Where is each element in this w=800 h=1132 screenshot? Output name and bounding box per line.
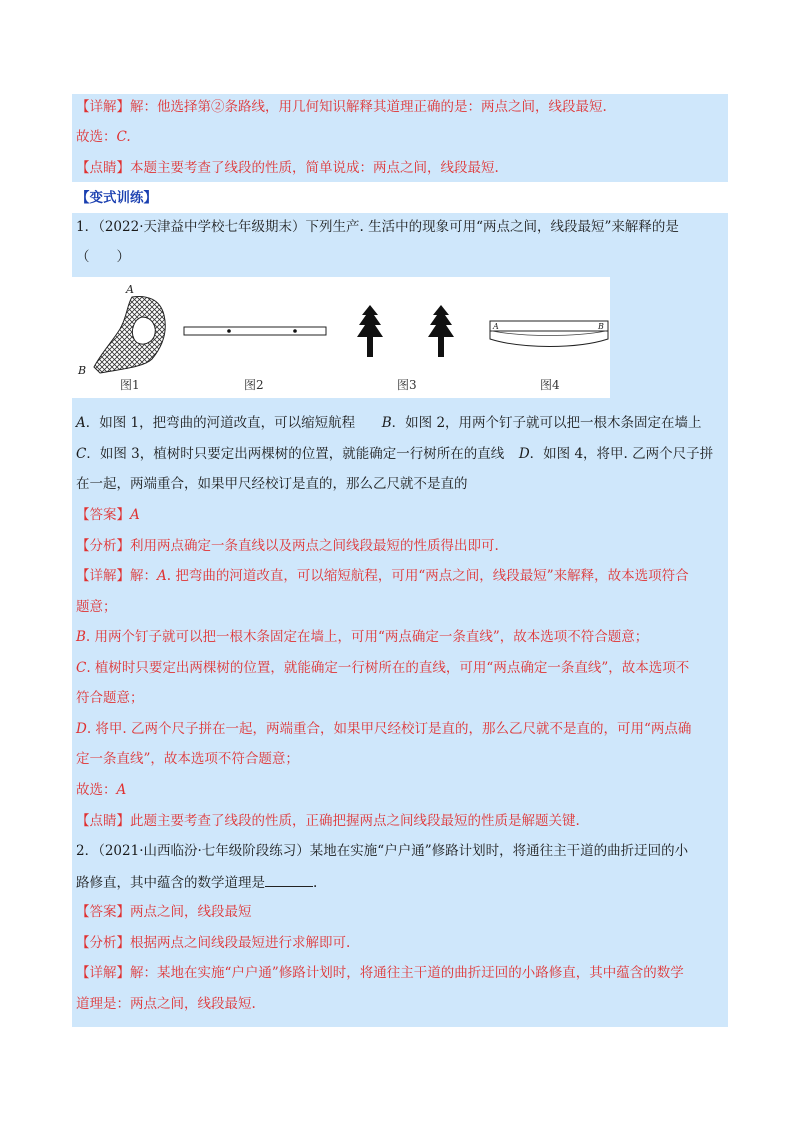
- detail-text: 解：他选择第②条路线，用几何知识解释其道理正确的是：两点之间，线段最短.: [130, 99, 607, 115]
- q1-detail-5: 符合题意；: [76, 690, 144, 706]
- q2-stem-2b: .: [313, 875, 318, 891]
- nail-icon: [227, 329, 231, 333]
- q2-analysis-line: [76, 933, 726, 953]
- note-text: 本题主要考查了线段的性质，简单说成：两点之间，线段最短.: [130, 160, 499, 176]
- q1-detail-line-6: [76, 719, 726, 739]
- q1-answer: A: [130, 507, 140, 523]
- q2-number: 2．: [76, 843, 99, 859]
- q1-detail-line-5: [76, 688, 726, 708]
- figure2-wooden-strip: [184, 327, 326, 335]
- q2-answer-blank: [265, 872, 313, 887]
- choose-line: [76, 127, 726, 147]
- q1-answer-line: [76, 505, 726, 525]
- option-a-text: ．如图 1，把弯曲的河道改直，可以缩短航程: [85, 415, 356, 431]
- figure3-caption: 图3: [397, 378, 417, 392]
- q1-detail-line-1: [76, 566, 726, 586]
- q1-note-text: 此题主要考查了线段的性质，正确把握两点之间线段最短的性质是解题关键.: [130, 813, 580, 829]
- q2-stem-line-2: [76, 872, 726, 893]
- q1-answer-tag: 【答案】: [76, 507, 130, 523]
- figure3-tree-icon: [428, 305, 454, 357]
- q1-detail-1b: . 把弯曲的河道改直，可以缩短航程，可用“两点之间，线段最短”来解释，故本选项符合: [166, 568, 689, 584]
- option-d-text-1: ．如图 4，将甲. 乙两个尺子拼: [529, 446, 714, 462]
- variant-title-line: [76, 188, 726, 208]
- q1-analysis: 利用两点确定一条直线以及两点之间线段最短的性质得出即可.: [130, 538, 499, 554]
- q2-analysis: 根据两点之间线段最短进行求解即可.: [130, 935, 351, 951]
- q1-detail-6: . 将甲. 乙两个尺子拼在一起，两端重合，如果甲尺经校订是直的，那么乙尺就不是直的，可用“两点确: [86, 721, 692, 737]
- q1-figure-svg: [72, 277, 610, 398]
- figure4-label-a: A: [493, 322, 499, 331]
- q1-options-line-2: [76, 444, 726, 464]
- q1-detail-6k: D: [76, 721, 87, 737]
- q1-detail-line-7: [76, 749, 726, 769]
- q1-analysis-line: [76, 536, 726, 556]
- detail-tag: 【详解】: [76, 99, 130, 115]
- q1-stem-line-1: [76, 217, 726, 237]
- q1-options-line-1: [76, 413, 726, 433]
- figure1-label-b: B: [78, 364, 87, 377]
- q1-detail-4: . 植树时只要定出两棵树的位置，就能确定一行树所在的直线，可用“两点确定一条直线”，故本选项不: [86, 660, 690, 676]
- q1-detail-1k: A: [157, 568, 167, 584]
- q1-analysis-tag: 【分析】: [76, 538, 130, 554]
- q1-detail-3k: B: [76, 629, 86, 645]
- q2-analysis-tag: 【分析】: [76, 935, 130, 951]
- q1-stem-1: 下列生产. 生活中的现象可用“两点之间，线段最短”来解释的是: [305, 219, 679, 235]
- q2-detail-1: 解：某地在实施“户户通”修路计划时，将通往主干道的曲折迂回的小路修直，其中蕴含的数学: [130, 965, 684, 981]
- q2-stem-1: 某地在实施“户户通”修路计划时，将通往主干道的曲折迂回的小: [309, 843, 689, 859]
- figure4-rulers: [490, 321, 608, 347]
- q1-detail-3: . 用两个钉子就可以把一根木条固定在墙上，可用“两点确定一条直线”，故本选项不符合题意；: [85, 629, 649, 645]
- q2-stem-2a: 路修直，其中蕴含的数学道理是: [76, 875, 265, 891]
- figure1-label-a: A: [126, 283, 134, 296]
- option-b-text: ．如图 2，用两个钉子就可以把一根木条固定在墙上: [391, 415, 702, 431]
- q2-answer-tag: 【答案】: [76, 904, 130, 920]
- option-d-key: D: [518, 446, 530, 462]
- q2-source: （2021·山西临汾·七年级阶段练习）: [98, 843, 310, 859]
- option-d-text-2: 在一起，两端重合，如果甲尺经校订是直的，那么乙尺就不是直的: [76, 476, 468, 492]
- q2-detail-2: 道理是：两点之间，线段最短.: [76, 996, 256, 1012]
- q1-options-line-3: [76, 474, 726, 494]
- q1-stem-2: （ ）: [76, 249, 130, 265]
- figure2-caption: 图2: [244, 378, 264, 392]
- q1-source: （2022·天津益中学校七年级期末）: [98, 219, 306, 235]
- option-c-text: ．如图 3，植树时只要定出两棵树的位置，就能确定一行树所在的直线: [86, 446, 505, 462]
- q1-number: 1．: [76, 219, 99, 235]
- q1-detail-tag: 【详解】: [76, 568, 130, 584]
- q1-note-line: [76, 811, 726, 831]
- detail-line: [76, 97, 726, 117]
- q1-choose-prefix: 故选：: [76, 782, 117, 798]
- q1-detail-7: 定一条直线”，故本选项不符合题意；: [76, 751, 299, 767]
- option-b-key: B: [381, 415, 392, 431]
- q1-choose-line: [76, 780, 726, 800]
- q1-detail-line-4: [76, 658, 726, 678]
- choose-value: C.: [116, 129, 131, 145]
- q2-detail-line-2: [76, 994, 726, 1014]
- q2-answer: 两点之间，线段最短: [130, 904, 252, 920]
- figure4-caption: 图4: [540, 378, 560, 392]
- q1-choose-value: A: [116, 782, 127, 798]
- note-line: [76, 158, 726, 178]
- q1-detail-4k: C: [76, 660, 87, 676]
- q1-detail-line-3: [76, 627, 726, 647]
- figure3-tree-icon: [357, 305, 383, 357]
- q1-note-tag: 【点睛】: [76, 813, 130, 829]
- figure1-caption: 图1: [120, 378, 140, 392]
- q1-detail-2: 题意；: [76, 599, 117, 615]
- q2-stem-line-1: [76, 841, 726, 861]
- q1-detail-line-2: [76, 597, 726, 617]
- option-a-key: A: [76, 415, 86, 431]
- nail-icon: [293, 329, 297, 333]
- variant-title: 【变式训练】: [76, 190, 157, 206]
- figure1-river-shape: [94, 297, 165, 373]
- q1-stem-line-2: [76, 247, 726, 267]
- q2-detail-tag: 【详解】: [76, 965, 130, 981]
- q2-detail-line-1: [76, 963, 726, 983]
- note-tag: 【点睛】: [76, 160, 130, 176]
- option-c-key: C: [76, 446, 87, 462]
- choose-prefix: 故选：: [76, 129, 117, 145]
- q2-answer-line: [76, 902, 726, 922]
- q1-detail-1a: 解：: [130, 568, 157, 584]
- q1-figure-panel: [72, 277, 610, 398]
- figure4-label-b: B: [598, 322, 604, 331]
